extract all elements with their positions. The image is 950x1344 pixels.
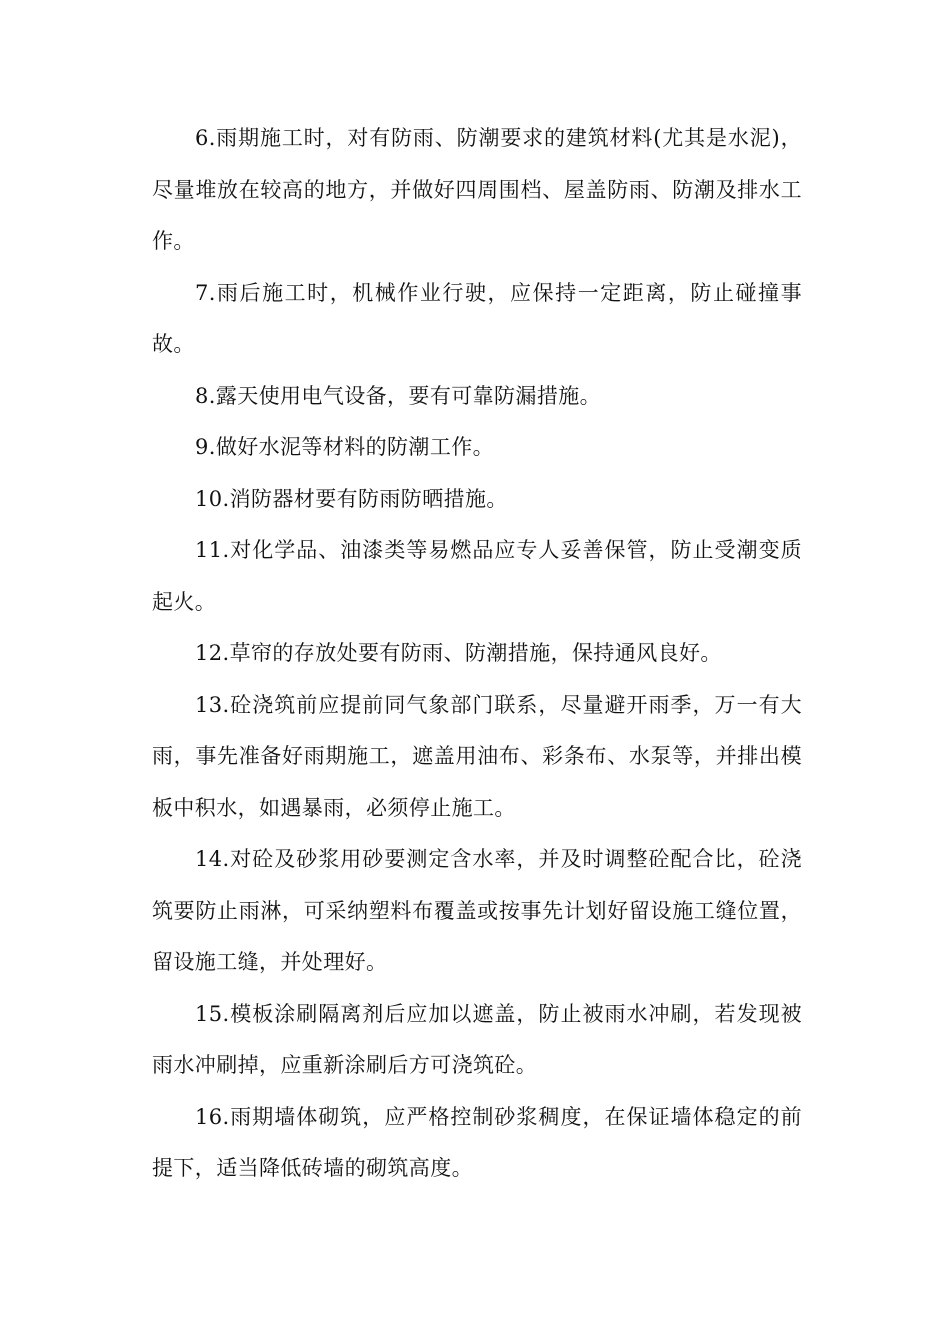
paragraph-16: 16.雨期墙体砌筑，应严格控制砂浆稠度，在保证墙体稳定的前提下，适当降低砖墙的砌筑高度。 <box>152 1104 802 1180</box>
paragraph-6: 6.雨期施工时，对有防雨、防潮要求的建筑材料(尤其是水泥)，尽量堆放在较高的地方，并做好四周围档、屋盖防雨、防潮及排水工作。 <box>152 126 802 253</box>
paragraph-9: 9.做好水泥等材料的防潮工作。 <box>195 435 495 459</box>
paragraph-8: 8.露天使用电气设备，要有可靠防漏措施。 <box>195 383 602 408</box>
paragraph-10: 10.消防器材要有防雨防晒措施。 <box>195 486 508 511</box>
document-body <box>152 113 802 1195</box>
paragraph-7: 7.雨后施工时，机械作业行驶，应保持一定距离，防止碰撞事故。 <box>152 280 802 356</box>
paragraph-15: 15.模板涂刷隔离剂后应加以遮盖，防止被雨水冲刷，若发现被雨水冲刷掉，应重新涂刷后方可浇筑砼。 <box>152 1001 802 1077</box>
paragraph-12: 12.草帘的存放处要有防雨、防潮措施，保持通风良好。 <box>195 641 722 665</box>
paragraph-14: 14.对砼及砂浆用砂要测定含水率，并及时调整砼配合比，砼浇筑要防止雨淋，可采纳塑料布覆盖或按事先计划好留设施工缝位置，留设施工缝，并处理好。 <box>152 847 802 974</box>
paragraph-11: 11.对化学品、油漆类等易燃品应专人妥善保管，防止受潮变质起火。 <box>152 538 802 614</box>
paragraph-13: 13.砼浇筑前应提前同气象部门联系，尽量避开雨季，万一有大雨，事先准备好雨期施工，遮盖用油布、彩条布、水泵等，并排出模板中积水，如遇暴雨，必须停止施工。 <box>152 692 802 820</box>
